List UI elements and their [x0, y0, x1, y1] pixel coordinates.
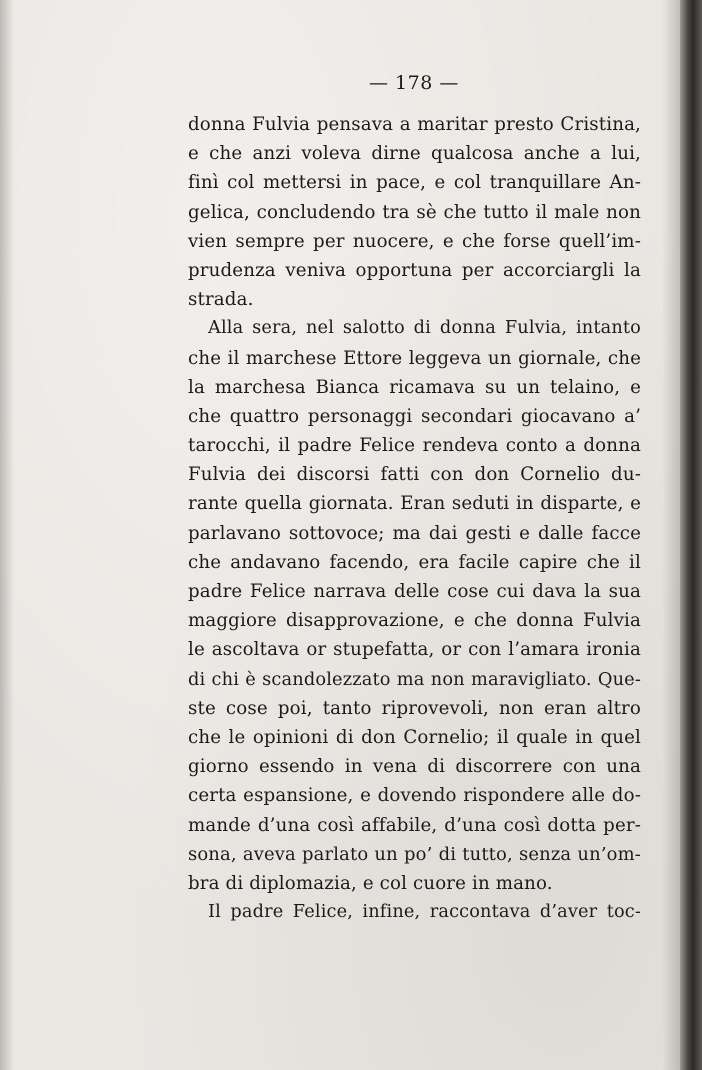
text-line: strada.	[188, 289, 254, 311]
text-line: che andavano facendo, era facile capire che il	[188, 551, 641, 573]
text-line: maggiore disapprovazione, e che donna Fulvia	[188, 610, 641, 632]
text-line: Il padre Felice, infine, raccontava d’aver toc-	[208, 902, 641, 923]
binding-shadow	[662, 0, 680, 1070]
text-line: certa espansione, e dovendo rispondere alle do-	[188, 785, 641, 807]
text-line: vien sempre per nuocere, e che forse quell’im-	[188, 230, 641, 252]
text-line: Alla sera, nel salotto di donna Fulvia, intanto	[208, 318, 641, 339]
body-text	[188, 110, 641, 927]
text-line: la marchesa Bianca ricamava su un telaino, e	[188, 376, 641, 398]
text-line: che le opinioni di don Cornelio; il quale in quel	[188, 726, 641, 748]
text-line: Fulvia dei discorsi fatti con don Cornelio du-	[188, 464, 641, 486]
text-line: mande d’una così affabile, d’una così dotta per-	[188, 814, 641, 836]
text-line: tarocchi, il padre Felice rendeva conto a donna	[188, 435, 641, 457]
text-line: giorno essendo in vena di discorrere con una	[188, 756, 641, 778]
text-line: donna Fulvia pensava a maritar presto Cristina,	[188, 114, 641, 135]
paragraph	[188, 898, 641, 927]
text-line: che quattro personaggi secondari giocavano a’	[188, 405, 641, 427]
paragraph	[188, 110, 641, 314]
page-left-edge-shadow	[0, 0, 14, 1070]
text-line: prudenza veniva opportuna per accorciargli la	[188, 259, 641, 281]
text-line: sona, aveva parlato un po’ di tutto, senza un’om-	[188, 843, 641, 865]
book-spine	[680, 0, 702, 1070]
page-number: — 178 —	[369, 72, 459, 94]
text-line: gelica, concludendo tra sè che tutto il male non	[188, 201, 641, 223]
text-line: rante quella giornata. Eran seduti in disparte, e	[188, 493, 641, 515]
paragraph	[188, 314, 641, 898]
text-line: bra di diplomazia, e col cuore in mano.	[188, 872, 553, 894]
text-line: parlavano sottovoce; ma dai gesti e dalle facce	[188, 522, 641, 544]
text-line: e che anzi voleva dirne qualcosa anche a lui,	[188, 143, 641, 165]
text-line: ste cose poi, tanto riprovevoli, non eran altro	[188, 697, 641, 719]
text-line: che il marchese Ettore leggeva un giornale, che	[188, 347, 641, 369]
text-line: di chi è scandolezzato ma non maravigliato. Que-	[188, 668, 641, 690]
text-line: padre Felice narrava delle cose cui dava la sua	[188, 581, 641, 602]
text-line: le ascoltava or stupefatta, or con l’amara ironia	[188, 639, 641, 661]
text-line: finì col mettersi in pace, e col tranquillare An-	[188, 172, 641, 194]
